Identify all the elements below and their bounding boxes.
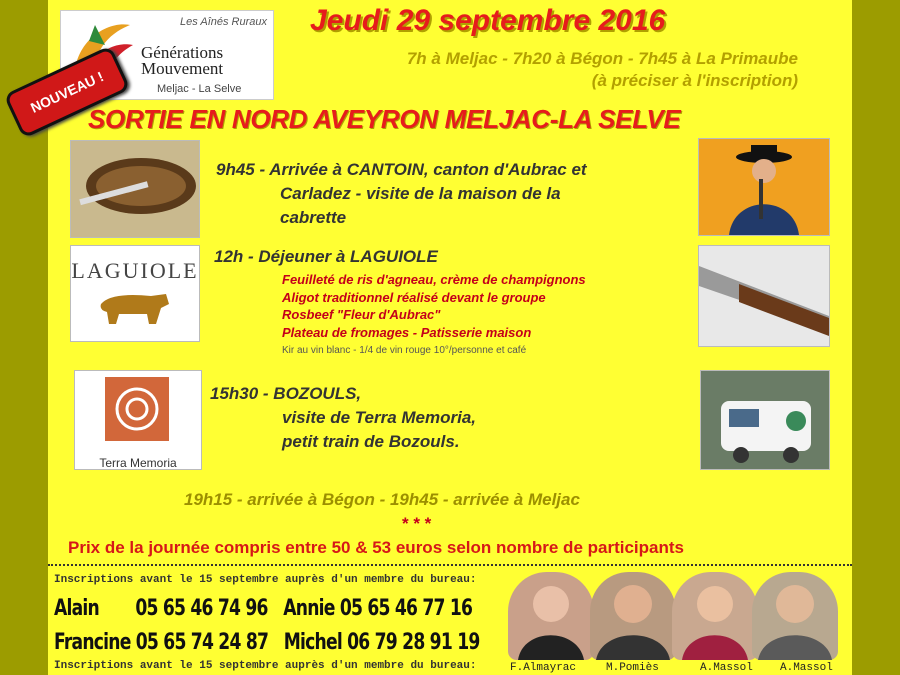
member-photo bbox=[590, 572, 676, 660]
logo-gen1: Générations bbox=[141, 43, 224, 62]
knife-photo bbox=[698, 245, 830, 347]
musician-photo bbox=[698, 138, 830, 236]
star-separator: * * * bbox=[402, 514, 432, 533]
step3-text bbox=[210, 382, 476, 454]
menu-item: Rosbeef "Fleur d'Aubrac" bbox=[282, 307, 441, 322]
contact-phone: 05 65 46 74 96 bbox=[135, 596, 268, 621]
contact-name: Michel bbox=[283, 630, 342, 655]
member-photo bbox=[752, 572, 838, 660]
musician-icon bbox=[699, 139, 829, 235]
spiral-icon bbox=[75, 371, 201, 451]
inscription-text-top: Inscriptions avant le 15 septembre auprès d'un membre du bureau: bbox=[54, 574, 477, 586]
step1-line1: 9h45 - Arrivée à CANTOIN, canton d'Aubrac et bbox=[216, 160, 587, 179]
nouveau-badge: NOUVEAU ! bbox=[3, 45, 130, 138]
departure-line: 7h à Meljac - 7h20 à Bégon - 7h45 à La Primaube bbox=[406, 49, 798, 68]
contact-name: Francine bbox=[54, 630, 131, 655]
member-caption: F.Almayrac bbox=[510, 662, 577, 674]
inscription-text-bottom: Inscriptions avant le 15 septembre auprès d'un membre du bureau: bbox=[54, 660, 477, 672]
member-photo bbox=[508, 572, 594, 660]
departure-times bbox=[298, 48, 798, 92]
train-icon bbox=[701, 371, 829, 469]
logo-gen2: Mouvement bbox=[141, 59, 224, 78]
contact-name: Annie bbox=[283, 596, 335, 621]
lunch-menu bbox=[282, 271, 586, 341]
bureau-members-photos bbox=[508, 572, 836, 660]
departure-note: (à préciser à l'inscription) bbox=[591, 71, 798, 90]
step3-line1: 15h30 - BOZOULS, bbox=[210, 384, 362, 403]
price-text: Prix de la journée compris entre 50 & 53 euros selon nombre de participants bbox=[68, 538, 684, 557]
member-photo bbox=[672, 572, 758, 660]
step2-title: 12h - Déjeuner à LAGUIOLE bbox=[214, 247, 438, 266]
menu-item: Aligot traditionnel réalisé devant le groupe bbox=[282, 289, 546, 305]
menu-item: Plateau de fromages - Patisserie maison bbox=[282, 324, 532, 340]
return-times: 19h15 - arrivée à Bégon - 19h45 - arrivée à Meljac bbox=[184, 490, 580, 509]
contact-name: Alain bbox=[54, 596, 99, 621]
contact-phone: 05 65 74 24 87 bbox=[135, 630, 269, 655]
logo-brand bbox=[141, 45, 223, 77]
cabrette-photo bbox=[70, 140, 200, 238]
cabrette-instrument-icon bbox=[71, 141, 199, 237]
laguiole-logo bbox=[70, 245, 200, 342]
contact-row-2 bbox=[54, 630, 480, 655]
petit-train-photo bbox=[700, 370, 830, 470]
flyer-page bbox=[28, 0, 852, 675]
terra-memoria-logo bbox=[74, 370, 202, 470]
terra-memoria-logo-text: Terra Memoria bbox=[99, 456, 177, 470]
contact-row-1 bbox=[54, 596, 472, 621]
dotted-divider bbox=[48, 564, 852, 568]
step1-line2: Carladez - visite de la maison de la bbox=[280, 184, 561, 203]
headline: SORTIE EN NORD AVEYRON MELJAC-LA SELVE bbox=[88, 104, 681, 134]
logo-bottom-text: Meljac - La Selve bbox=[157, 83, 242, 95]
menu-item: Feuilleté de ris d'agneau, crème de champignons bbox=[282, 272, 586, 287]
step1-text bbox=[216, 158, 587, 230]
member-caption: M.Pomiès bbox=[606, 662, 659, 674]
laguiole-logo-text: LAGUIOLE bbox=[71, 258, 199, 283]
logo-top-text: Les Aînés Ruraux bbox=[179, 16, 267, 28]
event-date: Jeudi 29 septembre 2016 bbox=[310, 4, 666, 37]
step1-line3: cabrette bbox=[280, 208, 347, 227]
step3-line3: petit train de Bozouls. bbox=[282, 432, 460, 451]
step3-line2: visite de Terra Memoria, bbox=[282, 408, 477, 427]
contact-phone: 05 65 46 77 16 bbox=[339, 596, 473, 621]
knife-icon bbox=[699, 246, 829, 346]
member-caption: A.Massol bbox=[700, 662, 753, 674]
bull-icon bbox=[71, 284, 199, 334]
drinks-text: Kir au vin blanc - 1/4 de vin rouge 10°/personne et café bbox=[282, 345, 527, 356]
contact-phone: 06 79 28 91 19 bbox=[347, 630, 480, 655]
member-caption: A.Massol bbox=[780, 662, 833, 674]
